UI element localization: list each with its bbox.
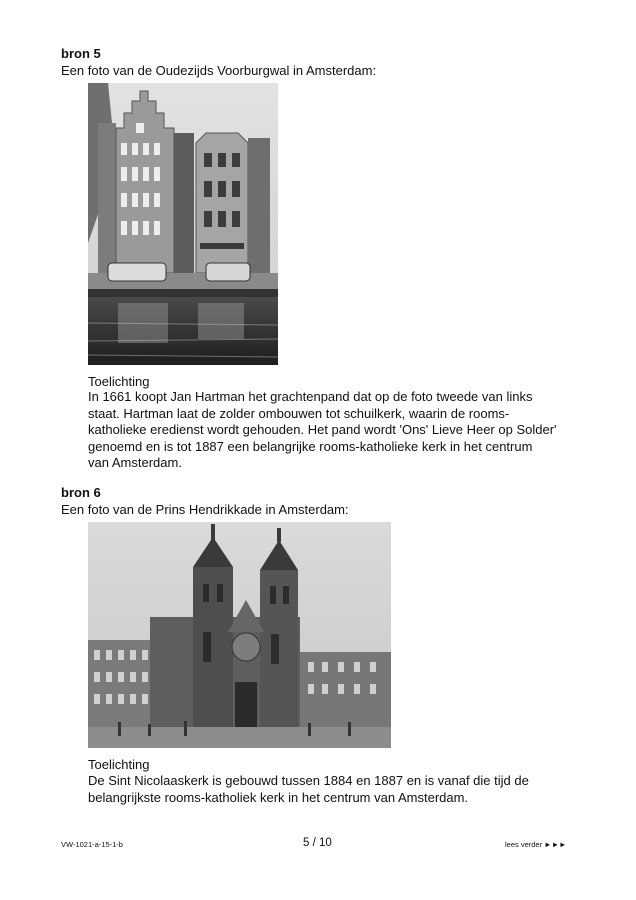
note-line: De Sint Nicolaaskerk is gebouwd tussen 1884 en 1887 en is vanaf die tijd de xyxy=(88,773,529,788)
note-line: staat. Hartman laat de zolder ombouwen tot schuilkerk, waarin de rooms- xyxy=(88,405,510,421)
canal-houses-illustration xyxy=(88,83,278,365)
bron5-title: bron 5 xyxy=(61,46,101,61)
page-number: 5 / 10 xyxy=(303,837,332,849)
next-page-link[interactable]: lees verder ►►► xyxy=(505,840,567,849)
canal-houses-photo xyxy=(88,83,278,365)
bron5-note-heading: Toelichting xyxy=(88,374,150,389)
church-photo xyxy=(88,522,391,748)
bron6-title: bron 6 xyxy=(61,485,101,500)
note-line: belangrijkste rooms-katholiek kerk in het centrum van Amsterdam. xyxy=(88,789,469,805)
bron5-note-body xyxy=(88,389,588,472)
bron5-subtitle: Een foto van de Oudezijds Voorburgwal in Amsterdam: xyxy=(61,63,377,78)
note-line: van Amsterdam. xyxy=(88,455,182,470)
note-line: katholieke eredienst wordt gehouden. Het pand wordt 'Ons' Lieve Heer op Solder' xyxy=(88,422,557,437)
bron6-note-body xyxy=(88,773,588,806)
church-illustration xyxy=(88,522,391,748)
bron6-subtitle: Een foto van de Prins Hendrikkade in Amsterdam: xyxy=(61,502,349,517)
bron6-note-heading: Toelichting xyxy=(88,757,150,772)
note-line: In 1661 koopt Jan Hartman het grachtenpand dat op de foto tweede van links xyxy=(88,389,533,404)
note-line: genoemd en is tot 1887 een belangrijke rooms-katholieke kerk in het centrum xyxy=(88,438,533,454)
footer-code: VW-1021-a-15-1-b xyxy=(61,840,123,849)
